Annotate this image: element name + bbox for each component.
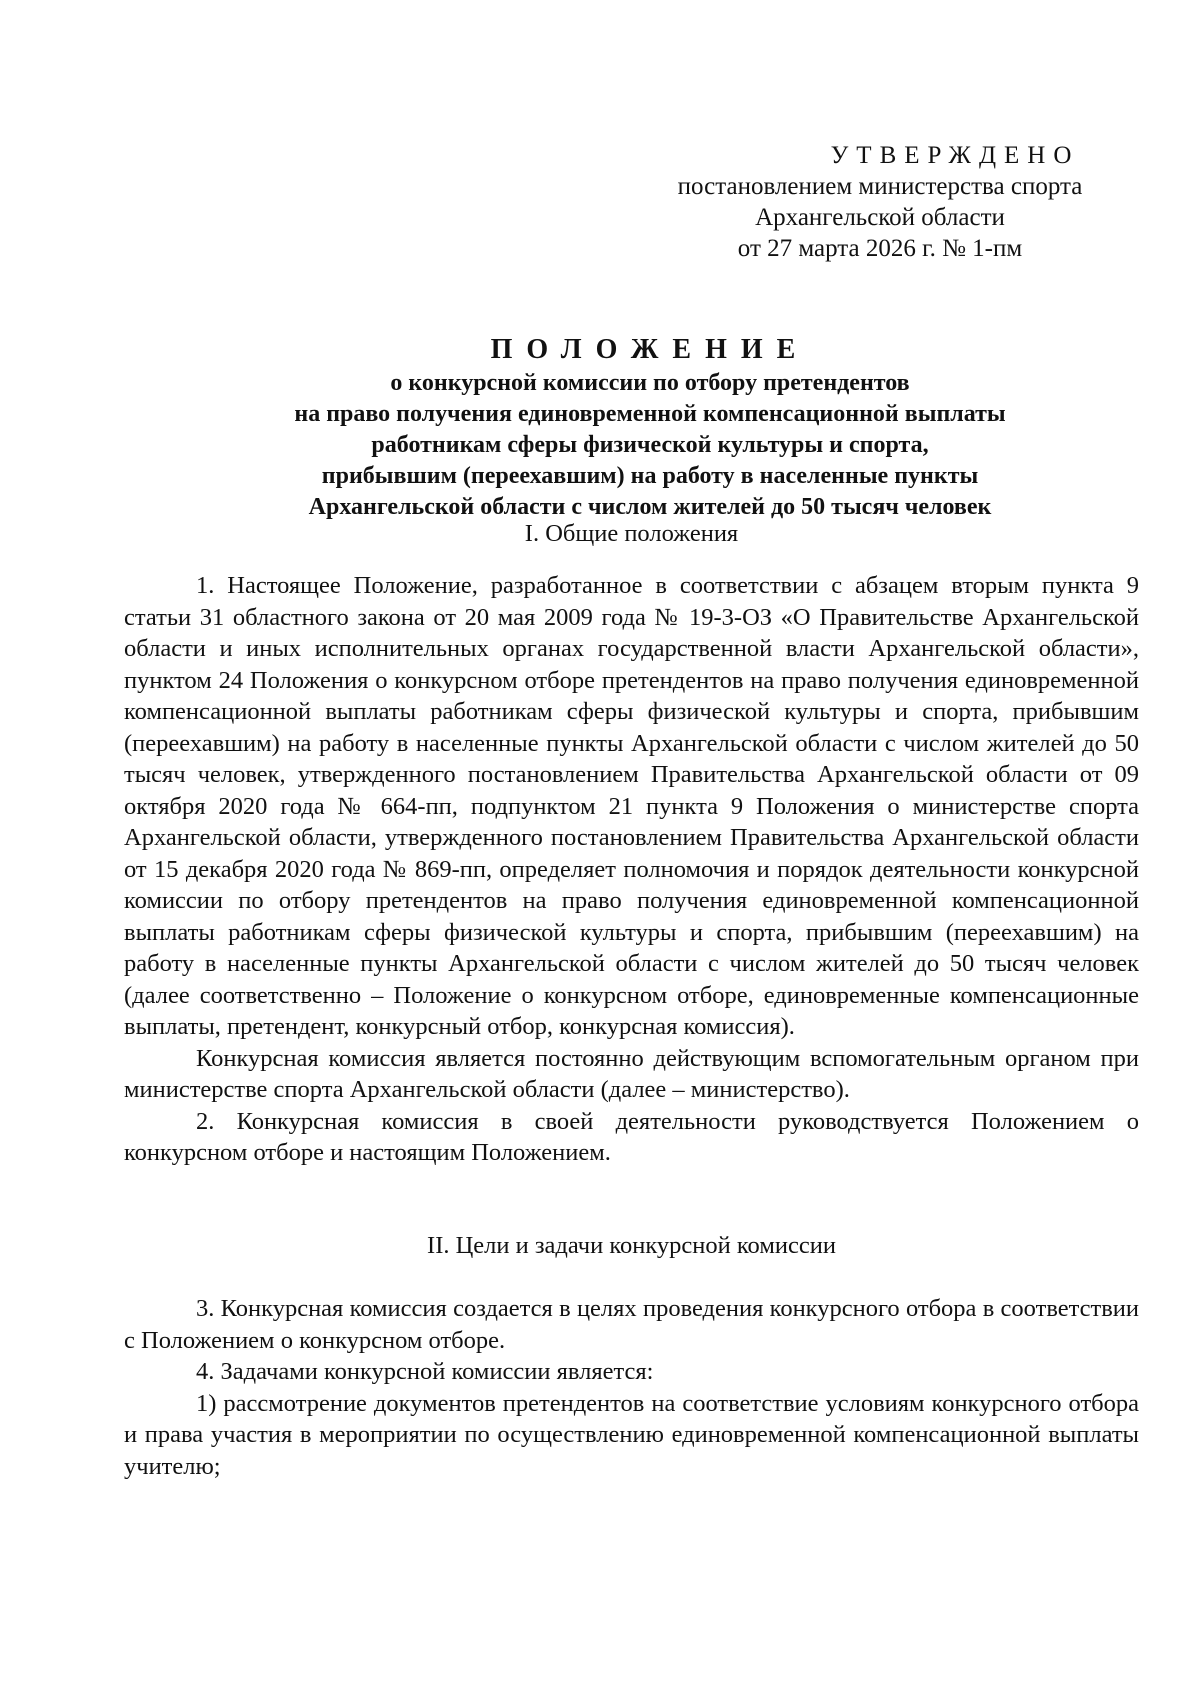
paragraph-4-1: 1) рассмотрение документов претендентов на соответствие условиям конкурсного отбора и права участия в мероприятии по осуществлению единовременной компенсационной выплаты учителю; <box>124 1389 1139 1480</box>
approval-line-1: постановлением министерства спорта <box>677 173 1083 200</box>
paragraph-1: 1. Настоящее Положение, разработанное в соответствии с абзацем вторым пункта 9 статьи 31 областного закона от 20 мая 2009 года № 19-3-ОЗ «О Правительстве Архангельской области и иных исполнительных органах государственной власти Архангельской области», пунктом 24 Положения о конкурсном отборе претендентов на право получения единовременной компенсационной выплаты работникам сферы физической культуры и спорта, прибывшим (переехавшим) на работу в населенные пункты Архангельской области с числом жителей до 50 тысяч человек, утвержденного постановлением Правительства Архангельской области от 09 октября 2020 года № 664-пп, подпунктом 21 пункта 9 Положения о министерстве спорта Архангельской области, утвержденного постановлением Правительства Архангельской области от 15 декабря 2020 года № 869-пп, определяет полномочия и порядок деятельности конкурсной комиссии по отбору претендентов на право получения единовременной компенсационной выплаты работникам сферы физической культуры и спорта, прибывшим (переехавшим) на работу в населенные пункты Архангельской области с числом жителей до 50 тысяч человек (далее соответственно – Положение о конкурсном отборе, единовременные компенсационные выплаты, претендент, конкурсный отбор, конкурсная комиссия). <box>124 572 1139 1040</box>
paragraph-3: 3. Конкурсная комиссия создается в целях проведения конкурсного отбора в соответствии с Положением о конкурсном отборе. <box>124 1295 1139 1354</box>
paragraph-1b: Конкурсная комиссия является постоянно действующим вспомогательным органом при министерстве спорта Архангельской области (далее – министерство). <box>124 1044 1139 1103</box>
approval-line-2: Архангельской области <box>755 204 1005 231</box>
subtitle-line-2: на право получения единовременной компенсационной выплаты <box>294 401 1006 427</box>
document-title: ПОЛОЖЕНИЕ <box>490 334 810 365</box>
section-2-content <box>124 1293 1139 1482</box>
paragraph-2: 2. Конкурсная комиссия в своей деятельности руководствуется Положением о конкурсном отборе и настоящим Положением. <box>124 1107 1139 1166</box>
subtitle-line-1: о конкурсной комиссии по отбору претендентов <box>390 370 910 396</box>
section-1-content <box>124 570 1139 1169</box>
approval-stamp <box>620 140 1140 264</box>
approval-line-3: от 27 марта 2026 г. № 1-пм <box>737 235 1023 262</box>
document-title-block <box>150 332 1150 523</box>
subtitle-line-3: работникам сферы физической культуры и спорта, <box>371 432 929 458</box>
approval-heading: УТВЕРЖДЕНО <box>830 142 1080 169</box>
subtitle-line-4: прибывшим (переехавшим) на работу в населенные пункты <box>321 463 979 489</box>
section-2-heading: II. Цели и задачи конкурсной комиссии <box>427 1232 836 1259</box>
subtitle-line-5: Архангельской области с числом жителей до 50 тысяч человек <box>308 494 992 520</box>
paragraph-4: 4. Задачами конкурсной комиссии является: <box>196 1358 654 1385</box>
section-1-heading: I. Общие положения <box>524 520 739 547</box>
